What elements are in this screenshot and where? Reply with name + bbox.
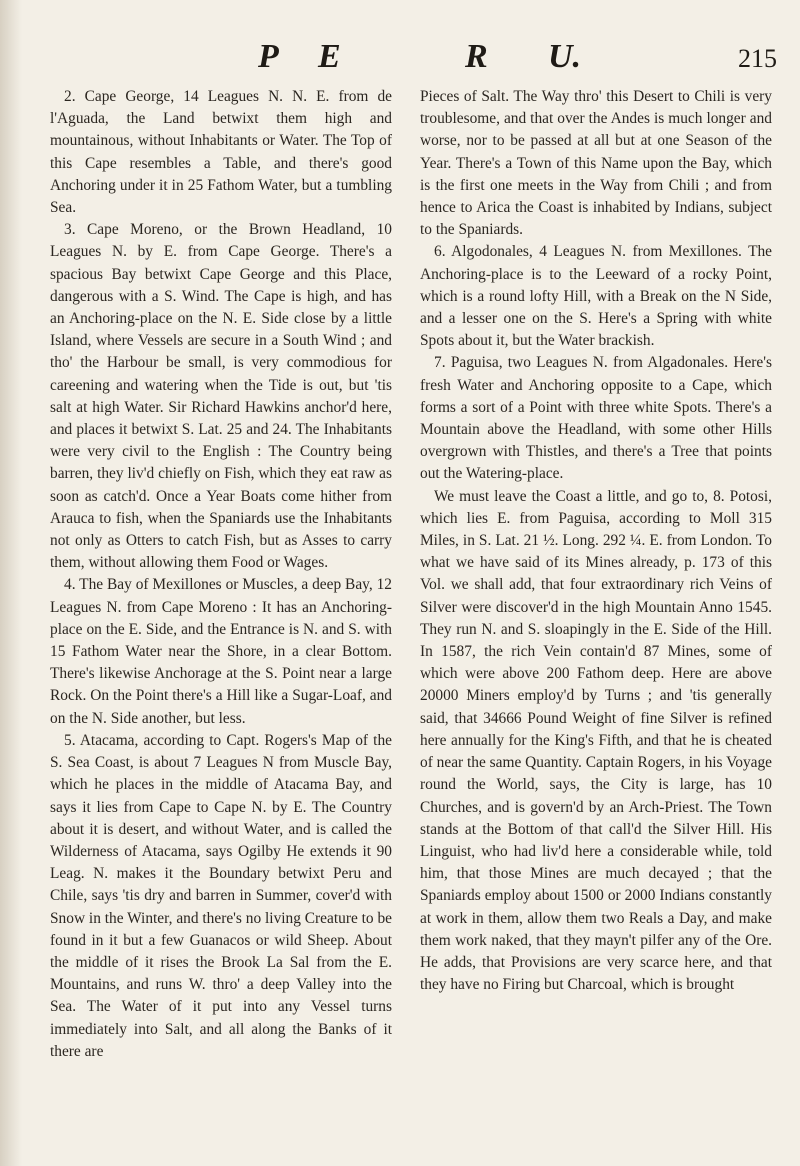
- entry-atacama: 5. Atacama, according to Capt. Rogers's Map of the S. Sea Coast, is about 7 Leagues N from Muscle Bay, which he places in the middle of Atacama Bay, and says it lies from Cape to Cape N. by E. The Country about it is desert, and without Water, and is called the Wilderness of Atacama, says Ogilby He extends it 90 Leag. N. makes it the Boundary betwixt Peru and Chile, says 'tis dry and barren in Summer, cover'd with Snow in the Winter, and there's no living Creature to be found in it but a few Guanacos or wild Sheep. About the middle of it rises the Brook La Sal from the E. Mountains, and runs W. thro' a deep Valley into the Sea. The Water of it put into any Vessel turns immediately into Salt, and all along the Banks of it there are: [50, 731, 392, 1060]
- entry-atacama-continued: Pieces of Salt. The Way thro' this Desert to Chili is very troublesome, and that over the Andes is much longer and worse, nor to be passed at all but at one Season of the Year. There's a Town of this Name upon the Bay, which is the first one meets in the Way from Chili ; and from hence to Arica the Coast is inhabited by Indians, subject to the Spaniards.: [420, 88, 772, 239]
- entry-bay-of-mexillones: 4. The Bay of Mexillones or Muscles, a deep Bay, 12 Leagues N. from Cape Moreno : It has an Anchoring-place on the E. Side, and the Entrance is N. and S. with 15 Fathom Water near the Shore, in a clear Bottom. There's likewise Anchorage at the S. Point near a large Rock. On the Point there's a Hill like a Sugar-Loaf, and on the N. Side another, but less.: [50, 576, 392, 727]
- entry-paguisa: 7. Paguisa, two Leagues N. from Algadonales. Here's fresh Water and Anchoring opposite to a Cape, which forms a sort of a Point with three white Spots. There's a Mountain above the Headland, with some other Hills overgrown with Thistles, and there's a Tree that points out the Watering-place.: [420, 354, 772, 483]
- running-head: [0, 38, 800, 82]
- running-head-letter-2: E: [318, 38, 341, 75]
- page-number: 215: [738, 44, 777, 73]
- running-head-letter-1: P: [258, 38, 279, 75]
- binding-shadow: [0, 0, 22, 1166]
- entry-cape-moreno: 3. Cape Moreno, or the Brown Headland, 10 Leagues N. by E. from Cape George. There's a spacious Bay betwixt Cape George and this Place, dangerous with a S. Wind. The Cape is high, and has an Anchoring-place on the N. E. Side close by a little Island, where Vessels are secure in a South Wind ; and tho' the Harbour be small, is very commodious for careening and watering when the Tide is out, but 'tis salt at high Water. Sir Richard Hawkins anchor'd here, and places it betwixt S. Lat. 25 and 24. The Inhabitants were very civil to the English : The Country being barren, they liv'd chiefly on Fish, which they eat raw as soon as catch'd. Once a Year Boats come hither from Arauca to fish, when the Spaniards use the Inhabitants not only as Otters to catch Fish, but as Asses to carry them, without allowing them Food or Wages.: [50, 221, 392, 572]
- entry-cape-george: 2. Cape George, 14 Leagues N. N. E. from de l'Aguada, the Land betwixt them high and mountainous, without Inhabitants or Water. The Top of this Cape resembles a Table, and there's good Anchoring under it in 25 Fathom Water, but a tumbling Sea.: [50, 88, 392, 217]
- right-column: [420, 86, 772, 996]
- running-head-letter-3: R: [465, 38, 488, 75]
- entry-algodonales: 6. Algodonales, 4 Leagues N. from Mexillones. The Anchoring-place is to the Leeward of a rocky Point, which is a round lofty Hill, with a Break on the N Side, and a lesser one on the S. Here's a Spring with white Spots about it, but the Water brackish.: [420, 243, 772, 350]
- running-head-letter-4: U.: [548, 38, 582, 75]
- left-column: [50, 86, 392, 1063]
- entry-potosi: We must leave the Coast a little, and go to, 8. Potosi, which lies E. from Paguisa, according to Moll 315 Miles, in S. Lat. 21 ½. Long. 292 ¼. E. from London. To what we have said of its Mines already, p. 173 of this Vol. we shall add, that four extraordinary rich Veins of Silver were discover'd in the high Mountain Anno 1545. They run N. and S. sloapingly in the E. Side of the Hill. In 1587, the rich Vein contain'd 87 Mines, some of which were above 200 Fathom deep. Here are above 20000 Miners employ'd by Turns ; and 'tis generally said, that 34666 Pound Weight of fine Silver is refined here annually for the King's Fifth, and that he is cheated of near the same Quantity. Captain Rogers, in his Voyage round the World, says, the City is large, has 10 Churches, and is govern'd by an Arch-Priest. The Town stands at the Bottom of that call'd the Silver Hill. His Linguist, who had liv'd here a considerable while, told him, that those Mines are much decayed ; that the Spaniards employ about 1500 or 2000 Indians constantly at work in them, allow them two Reals a Day, and make them work naked, that they mayn't pilfer any of the Ore. He adds, that Provisions are very scarce here, and that they have no Firing but Charcoal, which is brought: [420, 487, 772, 994]
